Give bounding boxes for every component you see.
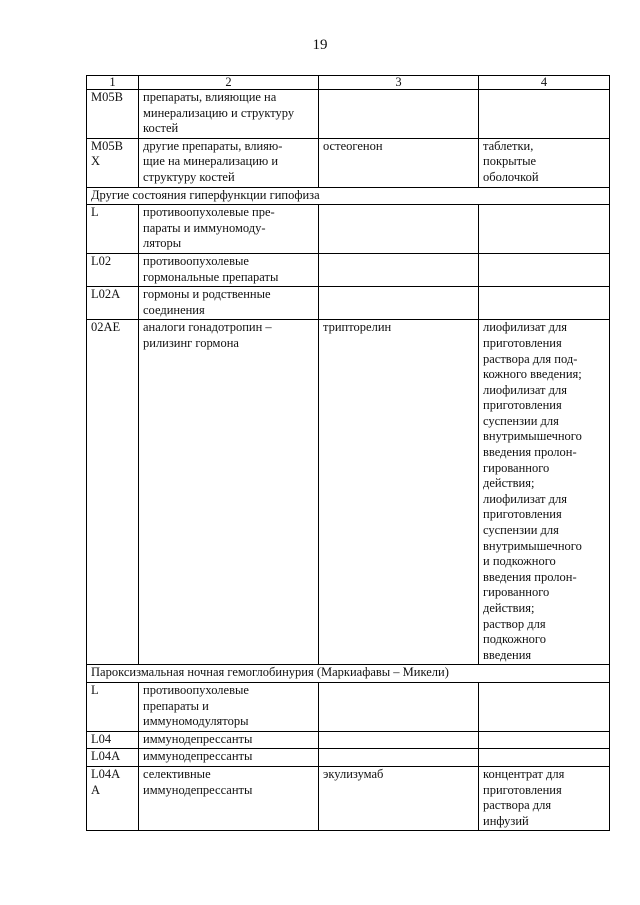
atc-code-cell: [87, 287, 139, 320]
group-name-cell-text: противоопухолевые пре- параты и иммуномоду- ляторы: [143, 205, 275, 251]
drug-name-cell: [319, 766, 479, 830]
drug-name-cell: [319, 90, 479, 139]
atc-code-cell-text: M05B X: [91, 138, 123, 169]
table-row: [87, 205, 610, 254]
dosage-form-cell: [479, 766, 610, 830]
drug-name-cell: [319, 320, 479, 665]
drug-name-cell: [319, 205, 479, 254]
group-name-cell-text: препараты, влияющие на минерализацию и структуру костей: [143, 90, 295, 136]
table-row: [87, 682, 610, 731]
group-name-cell: [139, 90, 319, 139]
atc-code-cell-text: L: [91, 682, 99, 697]
group-name-cell: [139, 320, 319, 665]
drug-name-cell: [319, 749, 479, 767]
atc-code-cell-text: L04A A: [91, 766, 121, 797]
atc-code-cell: [87, 766, 139, 830]
atc-code-cell-text: L02A: [91, 287, 121, 302]
section-row: [87, 665, 610, 683]
atc-code-cell: [87, 320, 139, 665]
group-name-cell-text: противоопухолевые препараты и иммуномодуляторы: [143, 682, 249, 729]
atc-code-cell: [87, 253, 139, 286]
group-name-cell: [139, 287, 319, 320]
drug-name-cell: [319, 682, 479, 731]
dosage-form-cell: [479, 205, 610, 254]
group-name-cell: [139, 138, 319, 187]
atc-code-cell: [87, 90, 139, 139]
header-cell-1: 1: [87, 76, 139, 90]
atc-code-cell: [87, 138, 139, 187]
dosage-form-cell: [479, 138, 610, 187]
header-cell-2: 2: [139, 76, 319, 90]
dosage-form-cell: [479, 320, 610, 665]
group-name-cell: [139, 749, 319, 767]
header-cell-4: 4: [479, 76, 610, 90]
table-row: [87, 766, 610, 830]
section-row: [87, 187, 610, 205]
atc-code-cell-text: M05B: [91, 90, 123, 104]
drug-name-cell: [319, 287, 479, 320]
dosage-form-cell: [479, 253, 610, 286]
group-name-cell-text: иммунодепрессанты: [143, 731, 253, 746]
table-row: [87, 90, 610, 139]
atc-code-cell: [87, 731, 139, 749]
group-name-cell-text: другие препараты, влияю- щие на минерализацию и структуру костей: [143, 138, 283, 184]
drug-name-cell: [319, 253, 479, 286]
table-row: [87, 138, 610, 187]
drug-name-cell-text: остеогенон: [323, 138, 383, 153]
drug-name-cell-text: экулизумаб: [323, 766, 384, 781]
atc-code-cell-text: L04: [91, 731, 112, 746]
group-name-cell-text: гормоны и родственные соединения: [143, 287, 271, 317]
group-name-cell: [139, 731, 319, 749]
table-row: [87, 287, 610, 320]
section-title: Пароксизмальная ночная гемоглобинурия (Маркиафавы – Микели): [87, 665, 610, 683]
dosage-form-cell-text: таблетки, покрытые оболочкой: [483, 138, 539, 184]
atc-code-cell: [87, 749, 139, 767]
group-name-cell-text: иммунодепрессанты: [143, 749, 253, 764]
group-name-cell-text: противоопухолевые гормональные препараты: [143, 253, 279, 284]
dosage-form-cell: [479, 731, 610, 749]
group-name-cell-text: селективные иммунодепрессанты: [143, 766, 253, 797]
group-name-cell: [139, 682, 319, 731]
group-name-cell: [139, 253, 319, 286]
header-cell-3: 3: [319, 76, 479, 90]
group-name-cell: [139, 205, 319, 254]
atc-code-cell-text: L04A: [91, 749, 121, 764]
dosage-form-cell: [479, 682, 610, 731]
atc-code-cell: [87, 205, 139, 254]
medication-table: [86, 75, 610, 831]
dosage-form-cell: [479, 749, 610, 767]
table-row: [87, 320, 610, 665]
group-name-cell-text: аналоги гонадотропин – рилизинг гормона: [143, 320, 272, 350]
table-row: [87, 749, 610, 767]
dosage-form-cell-text: лиофилизат для приготовления раствора для под- кожного введения; лиофилизат для приготовления суспензии для внутримышечного введения пролон- гированного действия; лиофилизат для приготовления суспензии для внутримышечного и подкожного введения пролон- гированного действия; раствор для подкожного введения: [483, 320, 582, 662]
atc-code-cell-text: 02AE: [91, 320, 121, 335]
dosage-form-cell: [479, 90, 610, 139]
section-title: Другие состояния гиперфункции гипофиза: [87, 187, 610, 205]
table-row: [87, 731, 610, 749]
drug-name-cell: [319, 731, 479, 749]
page-number: 19: [312, 37, 328, 53]
atc-code-cell-text: L02: [91, 253, 112, 268]
table-header-row: [87, 76, 610, 90]
atc-code-cell: [87, 682, 139, 731]
drug-name-cell-text: трипторелин: [323, 320, 392, 335]
group-name-cell: [139, 766, 319, 830]
table-row: [87, 253, 610, 286]
drug-name-cell: [319, 138, 479, 187]
atc-code-cell-text: L: [91, 205, 99, 220]
dosage-form-cell: [479, 287, 610, 320]
dosage-form-cell-text: концентрат для приготовления раствора для инфузий: [483, 766, 565, 828]
